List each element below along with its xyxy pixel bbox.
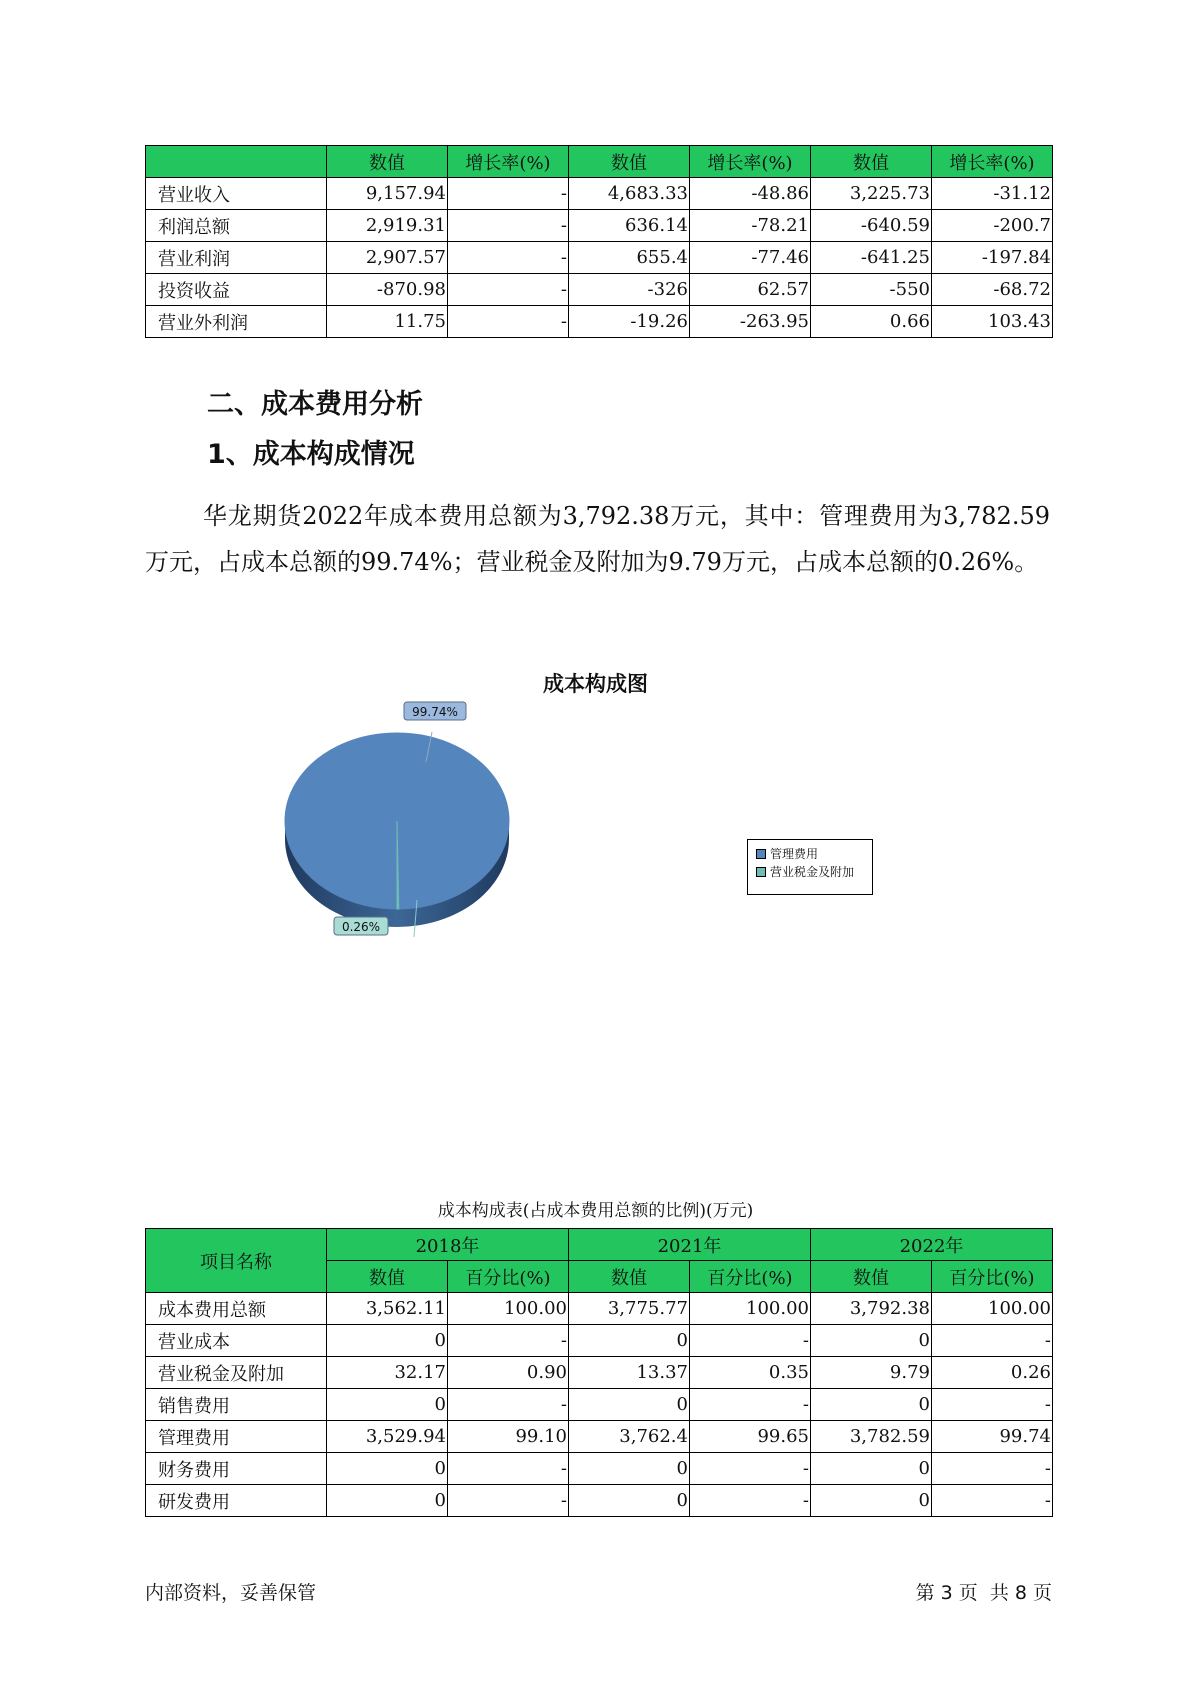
value-cell: 0.35	[690, 1357, 811, 1389]
subheader-cell: 数值	[811, 1261, 932, 1293]
value-cell: 3,792.38	[811, 1293, 932, 1325]
value-cell: -	[932, 1389, 1053, 1421]
value-cell: -	[932, 1453, 1053, 1485]
subheader-cell: 数值	[327, 1261, 448, 1293]
value-cell: 99.10	[448, 1421, 569, 1453]
section-heading: 二、成本费用分析	[207, 389, 423, 420]
value-cell: -263.95	[690, 306, 811, 338]
value-cell: 3,782.59	[811, 1421, 932, 1453]
value-cell: 636.14	[569, 210, 690, 242]
row-label: 成本费用总额	[146, 1293, 327, 1325]
value-cell: -19.26	[569, 306, 690, 338]
subheader-cell: 百分比(%)	[690, 1261, 811, 1293]
value-cell: -	[690, 1453, 811, 1485]
header-cell: 增长率(%)	[932, 146, 1053, 178]
table-row	[146, 1357, 1053, 1389]
value-cell: -326	[569, 274, 690, 306]
value-cell: 0.66	[811, 306, 932, 338]
value-cell: 3,562.11	[327, 1293, 448, 1325]
value-cell: 9,157.94	[327, 178, 448, 210]
row-label: 营业利润	[146, 242, 327, 274]
value-cell: -640.59	[811, 210, 932, 242]
value-cell: 32.17	[327, 1357, 448, 1389]
value-cell: 62.57	[690, 274, 811, 306]
footer-page-number: 第 3 页 共 8 页	[915, 1582, 1052, 1604]
value-cell: 0	[569, 1453, 690, 1485]
value-cell: 0	[569, 1485, 690, 1517]
chart-legend	[747, 839, 873, 895]
header-cell: 增长率(%)	[690, 146, 811, 178]
table-row	[146, 242, 1053, 274]
row-label: 利润总额	[146, 210, 327, 242]
value-cell: -550	[811, 274, 932, 306]
table-row	[146, 1293, 1053, 1325]
value-cell: -	[448, 210, 569, 242]
value-cell: -31.12	[932, 178, 1053, 210]
value-cell: -	[448, 1325, 569, 1357]
value-cell: -641.25	[811, 242, 932, 274]
value-cell: 100.00	[690, 1293, 811, 1325]
row-label: 营业税金及附加	[146, 1357, 327, 1389]
value-cell: 2,919.31	[327, 210, 448, 242]
table-row	[146, 274, 1053, 306]
value-cell: -	[448, 274, 569, 306]
value-cell: 0	[569, 1325, 690, 1357]
value-cell: 0	[327, 1389, 448, 1421]
value-cell: 9.79	[811, 1357, 932, 1389]
year-header: 2018年	[327, 1229, 569, 1261]
row-label: 研发费用	[146, 1485, 327, 1517]
value-cell: -77.46	[690, 242, 811, 274]
value-cell: -	[448, 1389, 569, 1421]
value-cell: -	[690, 1325, 811, 1357]
value-cell: 103.43	[932, 306, 1053, 338]
table-row	[146, 1325, 1053, 1357]
value-cell: 3,225.73	[811, 178, 932, 210]
table-row	[146, 1453, 1053, 1485]
value-cell: -68.72	[932, 274, 1053, 306]
value-cell: 13.37	[569, 1357, 690, 1389]
value-cell: -	[448, 242, 569, 274]
year-header: 2021年	[569, 1229, 811, 1261]
value-cell: 0	[811, 1389, 932, 1421]
footer-confidential-note: 内部资料，妥善保管	[145, 1582, 317, 1604]
value-cell: -	[932, 1325, 1053, 1357]
value-cell: 0.26	[932, 1357, 1053, 1389]
value-cell: -	[690, 1485, 811, 1517]
value-cell: 11.75	[327, 306, 448, 338]
value-cell: 99.74	[932, 1421, 1053, 1453]
cost-table-year-header	[146, 1229, 1053, 1261]
header-cell: 数值	[569, 146, 690, 178]
row-label: 财务费用	[146, 1453, 327, 1485]
value-cell: 3,529.94	[327, 1421, 448, 1453]
legend-swatch-tax	[756, 867, 766, 877]
value-cell: -78.21	[690, 210, 811, 242]
row-label: 销售费用	[146, 1389, 327, 1421]
value-cell: -200.7	[932, 210, 1053, 242]
table-row	[146, 306, 1053, 338]
financial-summary-table	[145, 145, 1053, 338]
year-header: 2022年	[811, 1229, 1053, 1261]
value-cell: -197.84	[932, 242, 1053, 274]
value-cell: 100.00	[448, 1293, 569, 1325]
table-row	[146, 210, 1053, 242]
row-label: 营业收入	[146, 178, 327, 210]
value-cell: 2,907.57	[327, 242, 448, 274]
value-cell: 0	[811, 1485, 932, 1517]
subheader-cell: 百分比(%)	[932, 1261, 1053, 1293]
value-cell: 100.00	[932, 1293, 1053, 1325]
value-cell: -	[448, 178, 569, 210]
value-cell: -870.98	[327, 274, 448, 306]
table-row	[146, 1389, 1053, 1421]
row-label: 管理费用	[146, 1421, 327, 1453]
value-cell: -	[690, 1389, 811, 1421]
data-label: 99.74%	[412, 705, 458, 719]
value-cell: 0	[569, 1389, 690, 1421]
value-cell: 0.90	[448, 1357, 569, 1389]
value-cell: 4,683.33	[569, 178, 690, 210]
subsection-heading: 1、成本构成情况	[207, 439, 415, 470]
value-cell: 0	[327, 1325, 448, 1357]
value-cell: -	[932, 1485, 1053, 1517]
table-header-row	[146, 146, 1053, 178]
subheader-cell: 数值	[569, 1261, 690, 1293]
item-name-header: 项目名称	[146, 1229, 327, 1293]
legend-label-tax: 营业税金及附加	[770, 865, 855, 879]
data-label: 0.26%	[341, 920, 381, 934]
value-cell: 0	[327, 1485, 448, 1517]
header-cell	[146, 146, 327, 178]
value-cell: 3,762.4	[569, 1421, 690, 1453]
table-row	[146, 1421, 1053, 1453]
value-cell: -48.86	[690, 178, 811, 210]
value-cell: -	[448, 1485, 569, 1517]
cost-composition-pie-chart	[0, 700, 1191, 1000]
value-cell: 0	[811, 1325, 932, 1357]
chart-title: 成本构成图	[543, 672, 648, 696]
table-row	[146, 178, 1053, 210]
header-cell: 增长率(%)	[448, 146, 569, 178]
table-row	[146, 1485, 1053, 1517]
header-cell: 数值	[327, 146, 448, 178]
value-cell: 0	[811, 1453, 932, 1485]
row-label: 营业外利润	[146, 306, 327, 338]
row-label: 营业成本	[146, 1325, 327, 1357]
cost-table-caption: 成本构成表(占成本费用总额的比例)(万元)	[437, 1201, 754, 1221]
value-cell: 655.4	[569, 242, 690, 274]
cost-summary-paragraph: 华龙期货2022年成本费用总额为3,792.38万元，其中：管理费用为3,782.59万元，占成本总额的99.74%；营业税金及附加为9.79万元，占成本总额的0.26%。	[145, 502, 1050, 576]
legend-swatch-management	[756, 849, 766, 859]
cost-composition-table	[145, 1228, 1053, 1517]
value-cell: 0	[327, 1453, 448, 1485]
legend-item-tax	[756, 865, 872, 878]
value-cell: 99.65	[690, 1421, 811, 1453]
legend-label-management: 管理费用	[770, 847, 819, 861]
subheader-cell: 百分比(%)	[448, 1261, 569, 1293]
row-label: 投资收益	[146, 274, 327, 306]
value-cell: 3,775.77	[569, 1293, 690, 1325]
value-cell: -	[448, 306, 569, 338]
value-cell: -	[448, 1453, 569, 1485]
header-cell: 数值	[811, 146, 932, 178]
legend-item-management	[756, 847, 872, 860]
